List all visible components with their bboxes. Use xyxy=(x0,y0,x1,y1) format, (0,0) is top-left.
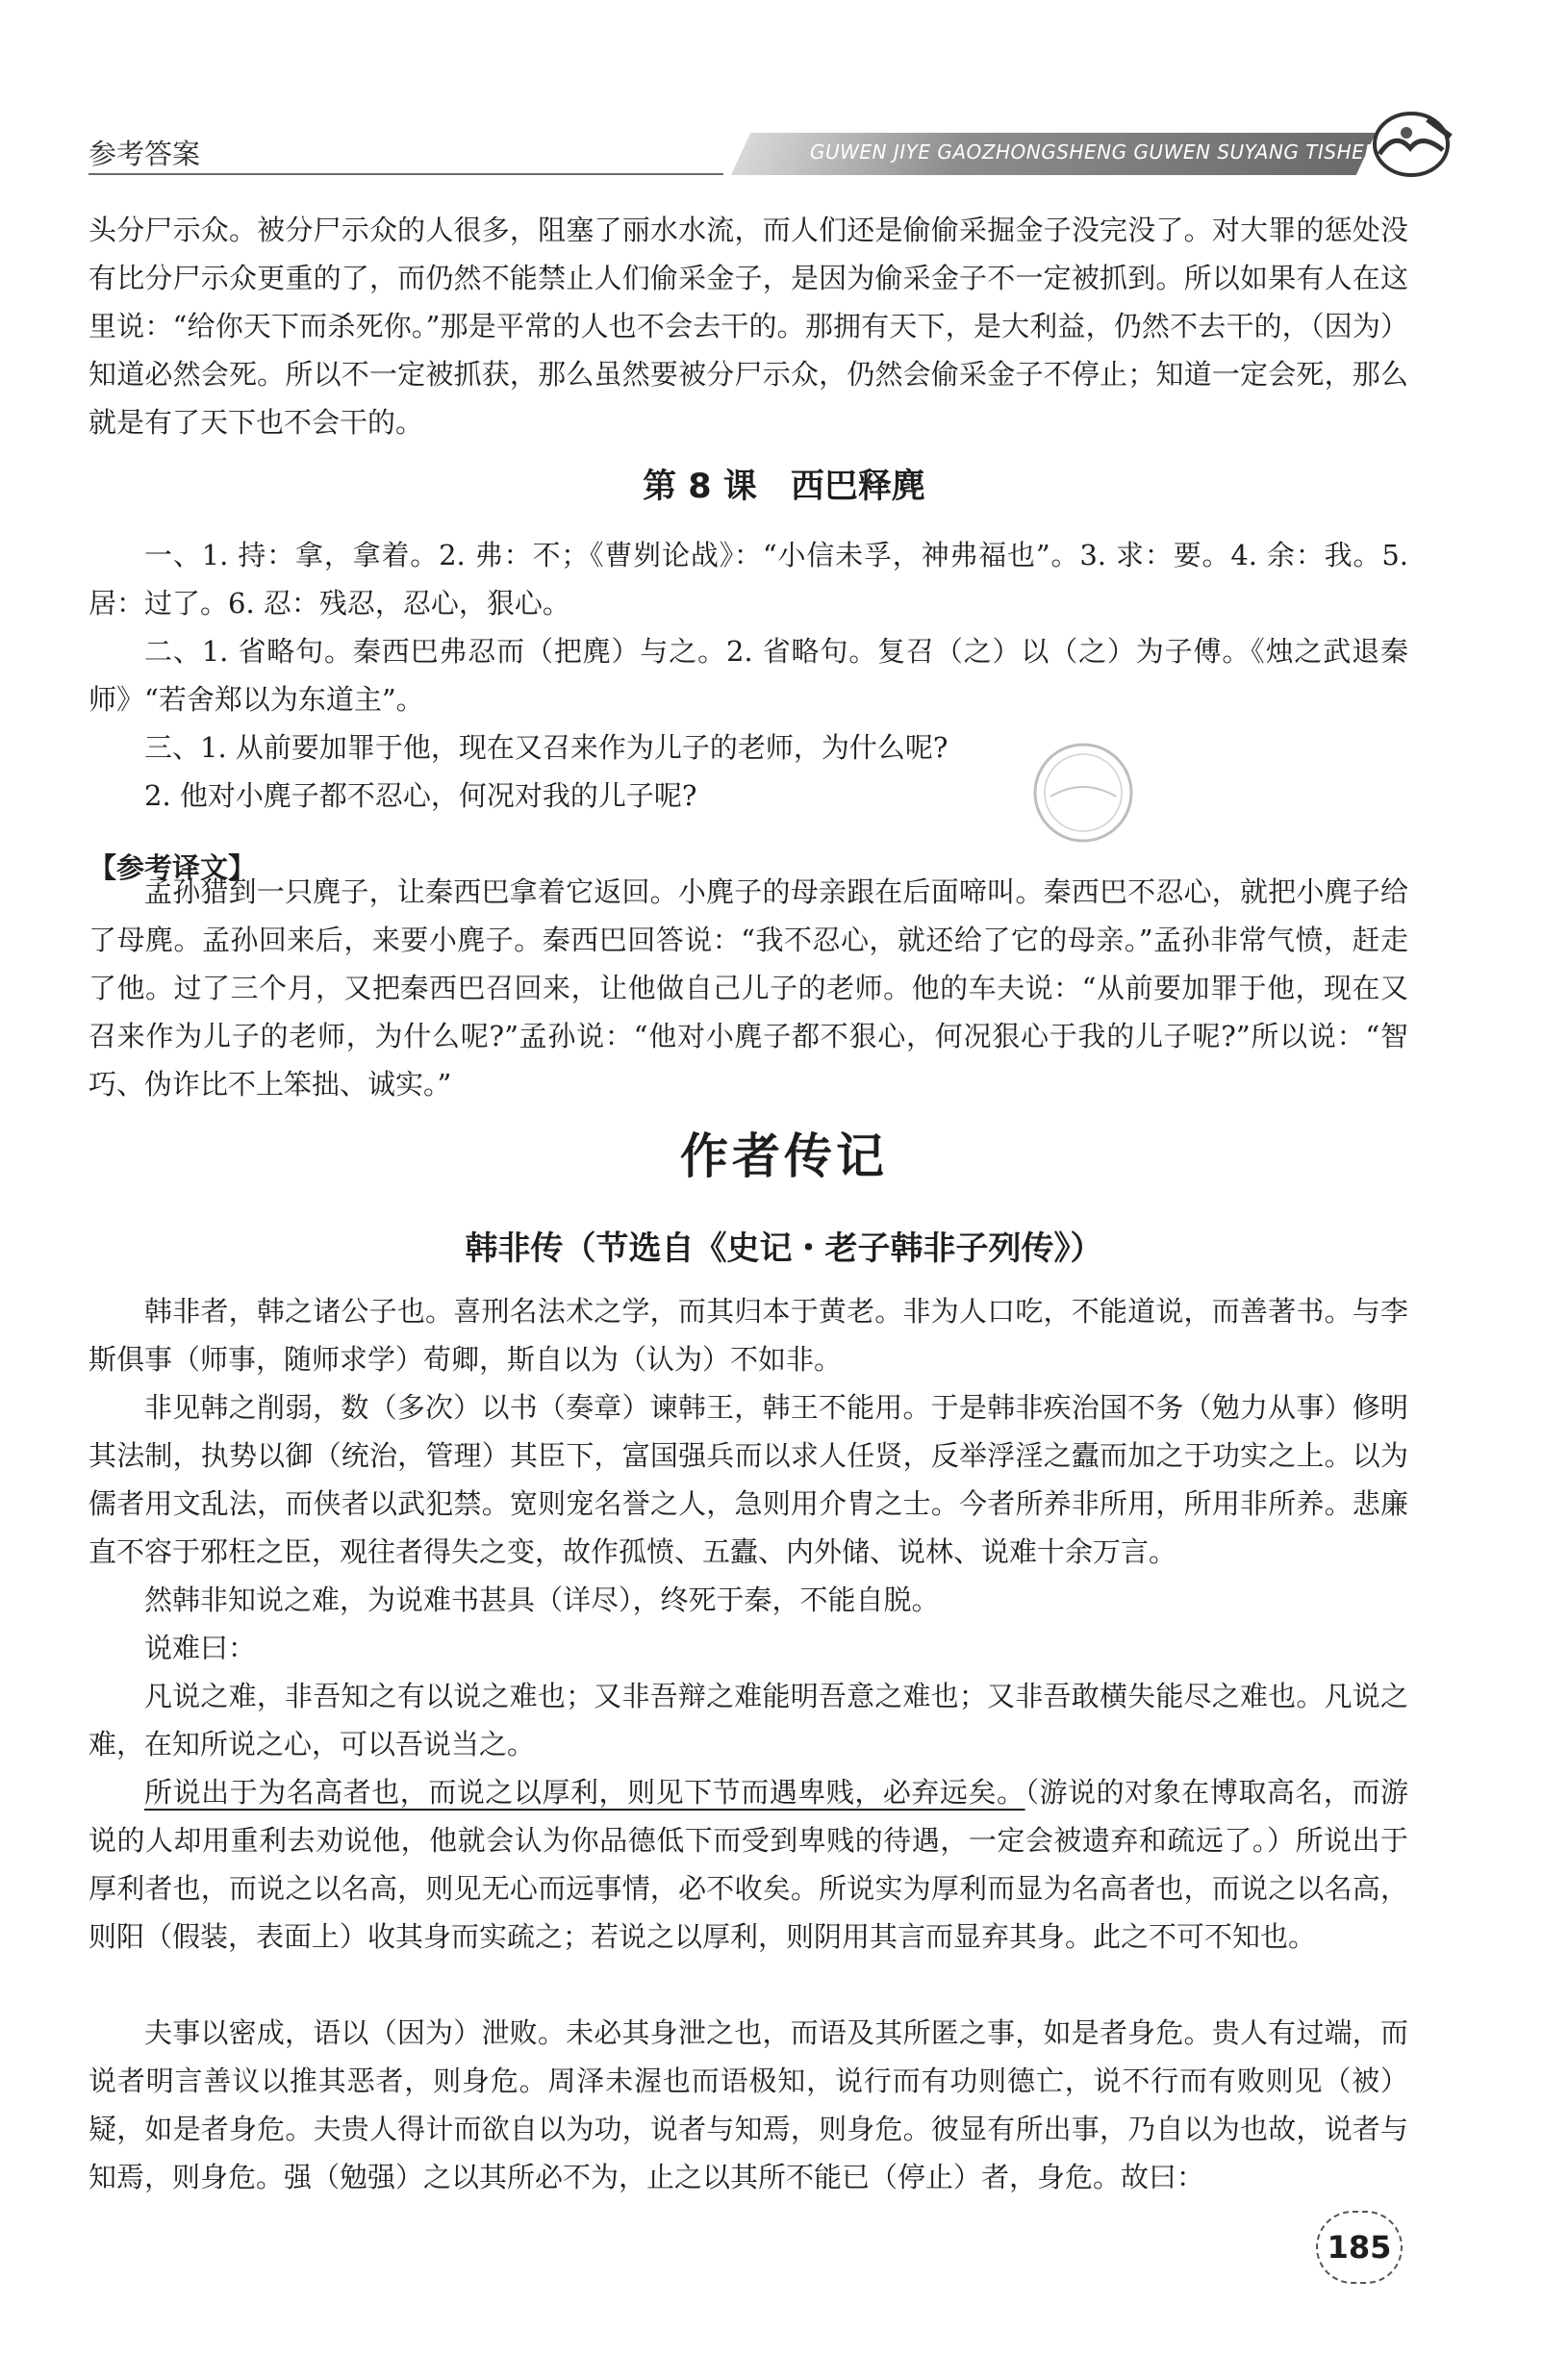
section-subtitle: 韩非传（节选自《史记・老子韩非子列传》） xyxy=(465,1229,1103,1268)
page-number: 185 xyxy=(1316,2211,1403,2284)
answer-part-one: 一、1. 持：拿，拿着。2. 弗：不；《曹刿论战》：“小信未孚，神弗福也”。3. 求：要。4. 余：我。5. 居：过了。6. 忍：残忍，忍心，狠心。 xyxy=(89,539,1408,620)
reference-translation: 孟孙猎到一只麂子，让秦西巴拿着它返回。小麂子的母亲跟在后面啼叫。秦西巴不忍心，就把小麂子给了母麂。孟孙回来后，来要小麂子。秦西巴回答说：“我不忍心，就还给了它的母亲。”孟孙非常气愤，赶走了他。过了三个月，又把秦西巴召回来，让他做自己儿子的老师。他的车夫说：“从前要加罪于他，现在又召来作为儿子的老师，为什么呢?”孟孙说：“他对小麂子都不狠心，何况狠心于我的儿子呢?”所以说：“智巧、伪诈比不上笨拙、诚实。” xyxy=(89,875,1408,1101)
landscape-logo-icon xyxy=(1368,104,1454,185)
bio-paragraph-1: 韩非者，韩之诸公子也。喜刑名法术之学，而其归本于黄老。非为人口吃，不能道说，而善著书。与李斯俱事（师事，随师求学）荀卿，斯自以为（认为）不如非。 xyxy=(89,1295,1408,1376)
bio-paragraph-6-rest: （游说的对象在博取高名，而游说的人却用重利去劝说他，他就会认为你品德低下而受到卑贱的待遇，一定会被遗弃和疏远了。）所说出于厚利者也，而说之以名高，则见无心而远事情，必不收矣。所说实为厚利而显为名高者也，而说之以名高，则阳（假装，表面上）收其身而实疏之；若说之以厚利，则阴用其言而显弃其身。此之不可不知也。 xyxy=(89,1776,1408,1953)
continuation-paragraph: 头分尸示众。被分尸示众的人很多，阻塞了丽水水流，而人们还是偷偷采掘金子没完没了。对大罪的惩处没有比分尸示众更重的了，而仍然不能禁止人们偷采金子，是因为偷采金子不一定被抓到。所以如果有人在这里说：“给你天下而杀死你。”那是平常的人也不会去干的。那拥有天下，是大利益，仍然不去干的，（因为）知道必然会死。所以不一定被抓获，那么虽然要被分尸示众，仍然会偷采金子不停止；知道一定会死，那么就是有了天下也不会干的。 xyxy=(89,214,1408,439)
answer-part-three-2: 2. 他对小麂子都不忍心，何况对我的儿子呢? xyxy=(144,779,697,812)
bio-paragraph-5: 凡说之难，非吾知之有以说之难也；又非吾辩之难能明吾意之难也；又非吾敢横失能尽之难也。凡说之难，在知所说之心，可以吾说当之。 xyxy=(89,1680,1408,1761)
bio-paragraph-4: 说难曰： xyxy=(144,1632,257,1664)
watermark-stamp-icon xyxy=(1022,739,1145,847)
series-title: GUWEN JIYE GAOZHONGSHENG GUWEN SUYANG TISHENG xyxy=(810,140,1395,164)
answer-part-two: 二、1. 省略句。秦西巴弗忍而（把麂）与之。2. 省略句。复召（之）以（之）为子傅。《烛之武退秦师》“若舍郑以为东道主”。 xyxy=(89,635,1408,716)
underlined-sentence: 所说出于为名高者也，而说之以厚利，则见下节而遇卑贱，必弃远矣。 xyxy=(144,1776,1025,1809)
translation-label: 【参考译文】 xyxy=(89,851,257,884)
header-rule xyxy=(89,173,723,175)
lesson-title: 第 8 课 西巴释麂 xyxy=(643,468,925,506)
bio-paragraph-6 xyxy=(89,1768,1408,1961)
section-title: 作者传记 xyxy=(680,1128,888,1184)
bio-paragraph-2: 非见韩之削弱，数（多次）以书（奏章）谏韩王，韩王不能用。于是韩非疾治国不务（勉力从事）修明其法制，执势以御（统治，管理）其臣下，富国强兵而以求人任贤，反举浮淫之蠹而加之于功实之上。以为儒者用文乱法，而侠者以武犯禁。宽则宠名誉之人，急则用介胄之士。今者所养非所用，所用非所养。悲廉直不容于邪枉之臣，观往者得失之变，故作孤愤、五蠹、内外储、说林、说难十余万言。 xyxy=(89,1391,1408,1568)
bio-paragraph-7: 夫事以密成，语以（因为）泄败。未必其身泄之也，而语及其所匿之事，如是者身危。贵人有过端，而说者明言善议以推其恶者，则身危。周泽未渥也而语极知，说行而有功则德亡，说不行而有败则见（被）疑，如是者身危。夫贵人得计而欲自以为功，说者与知焉，则身危。彼显有所出事，乃自以为也故，说者与知焉，则身危。强（勉强）之以其所必不为，止之以其所不能已（停止）者，身危。故曰： xyxy=(89,2016,1408,2193)
answer-part-three-1: 三、1. 从前要加罪于他，现在又召来作为儿子的老师，为什么呢? xyxy=(144,731,948,764)
running-header-label: 参考答案 xyxy=(89,138,201,170)
bio-paragraph-3: 然韩非知说之难，为说难书甚具（详尽），终死于秦，不能自脱。 xyxy=(144,1583,940,1616)
